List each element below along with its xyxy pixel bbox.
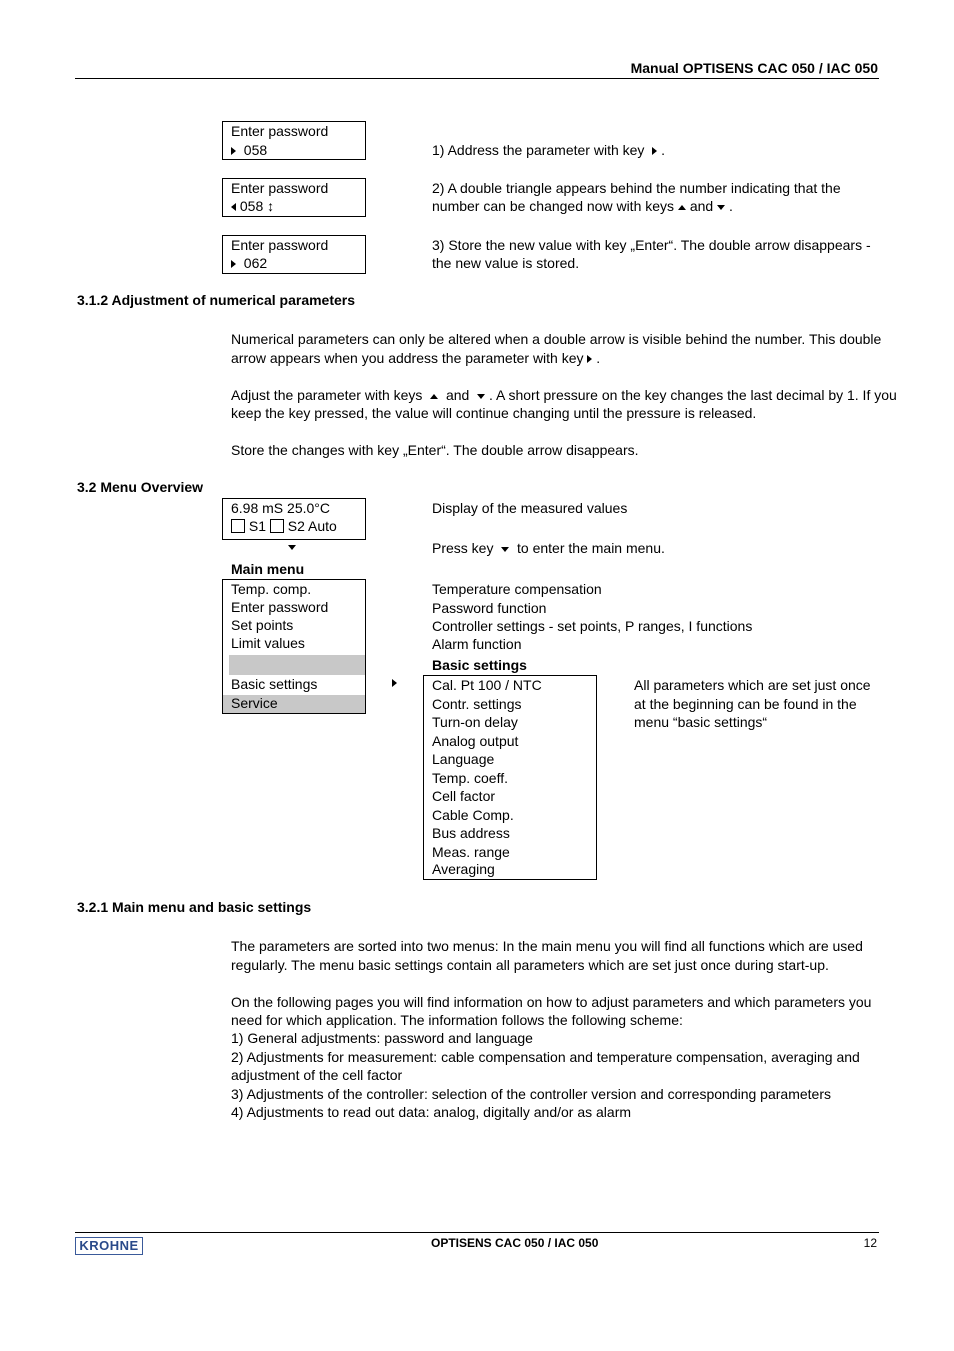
step-1-desc: 1) Address the parameter with key . bbox=[432, 142, 665, 158]
krohne-logo: KROHNE bbox=[75, 1237, 143, 1255]
box-value: 058 ↕ bbox=[239, 198, 275, 214]
password-box-1 bbox=[222, 121, 366, 160]
basic-item: Language bbox=[432, 751, 495, 767]
section-321-heading: 3.2.1 Main menu and basic settings bbox=[77, 899, 312, 915]
basic-item: Cell factor bbox=[432, 788, 496, 804]
s1-label: S1 bbox=[248, 518, 267, 534]
basic-settings-box bbox=[423, 675, 597, 880]
basic-item: Temp. coeff. bbox=[432, 770, 509, 786]
basic-item: Meas. range bbox=[432, 844, 510, 860]
box-value: 062 bbox=[243, 255, 268, 271]
box-label: Enter password bbox=[231, 237, 329, 253]
password-box-2 bbox=[222, 178, 366, 217]
step-3-desc-1: 3) Store the new value with key „Enter“. The double arrow disappears - bbox=[432, 237, 871, 253]
arrow-down-icon bbox=[477, 394, 485, 399]
footer-rule bbox=[75, 1232, 879, 1233]
arrow-right-icon bbox=[231, 147, 236, 155]
s312-p1-line2: arrow appears when you address the parameter with key . bbox=[231, 350, 601, 366]
s312-p2-line1 bbox=[231, 386, 897, 404]
display-status bbox=[231, 518, 337, 534]
arrow-down-icon bbox=[288, 545, 296, 550]
arrow-right-icon bbox=[392, 679, 397, 687]
arrow-up-icon bbox=[430, 394, 438, 399]
basic-note: All parameters which are set just once bbox=[634, 677, 871, 693]
box-value-line bbox=[231, 255, 267, 271]
main-menu-item: Set points bbox=[231, 617, 294, 633]
s321-p2-line: On the following pages you will find information on how to adjust parameters and which parameters you bbox=[231, 994, 872, 1010]
box-label: Enter password bbox=[231, 180, 329, 196]
basic-item: Contr. settings bbox=[432, 696, 522, 712]
step-2-text: number can be changed now with keys bbox=[432, 198, 675, 214]
measurement-display bbox=[222, 498, 366, 540]
footer-title: OPTISENS CAC 050 / IAC 050 bbox=[431, 1236, 599, 1250]
basic-item: Bus address bbox=[432, 825, 510, 841]
press-key-desc bbox=[432, 539, 665, 557]
main-menu-item: Temp. comp. bbox=[231, 581, 312, 597]
checkbox-icon bbox=[270, 519, 284, 533]
and-text: and bbox=[689, 198, 714, 214]
section-312-heading: 3.1.2 Adjustment of numerical parameters bbox=[77, 292, 356, 308]
main-menu-desc: Password function bbox=[432, 600, 547, 616]
s312-p1-line1: Numerical parameters can only be altered when a double arrow is visible behind the number. This double bbox=[231, 331, 882, 347]
s312-p2-text-b: . A short pressure on the key changes the last decimal by 1. If you bbox=[489, 387, 897, 403]
and-text: and bbox=[445, 387, 470, 403]
box-label: Enter password bbox=[231, 123, 329, 139]
press-text-b: to enter the main menu. bbox=[517, 540, 665, 556]
main-menu-box bbox=[222, 579, 366, 714]
display-values: 6.98 mS 25.0°C bbox=[231, 500, 330, 516]
main-menu-item-service-highlight bbox=[223, 695, 365, 713]
display-desc: Display of the measured values bbox=[432, 500, 628, 516]
section-32-heading: 3.2 Menu Overview bbox=[77, 479, 204, 495]
header-title: Manual OPTISENS CAC 050 / IAC 050 bbox=[630, 60, 878, 76]
s312-p2-text-a: Adjust the parameter with keys bbox=[231, 387, 423, 403]
arrow-down-icon bbox=[717, 205, 725, 210]
main-menu-item: Limit values bbox=[231, 635, 305, 651]
arrow-right-icon bbox=[587, 355, 592, 363]
main-menu-desc: Alarm function bbox=[432, 636, 522, 652]
s321-p1-line: regularly. The menu basic settings contain all parameters which are set just once during start-up. bbox=[231, 957, 829, 973]
main-menu-title: Main menu bbox=[231, 561, 305, 577]
press-text-a: Press key bbox=[432, 540, 494, 556]
step-1-text: 1) Address the parameter with key bbox=[432, 142, 645, 158]
basic-item: Cable Comp. bbox=[432, 807, 514, 823]
basic-item: Turn-on delay bbox=[432, 714, 518, 730]
step-2-desc-1: 2) A double triangle appears behind the number indicating that the bbox=[432, 180, 841, 196]
box-value: 058 bbox=[243, 142, 268, 158]
arrow-right-icon bbox=[652, 147, 657, 155]
basic-note: at the beginning can be found in the bbox=[634, 696, 857, 712]
s2-label: S2 Auto bbox=[287, 518, 337, 534]
arrow-down-icon bbox=[501, 547, 509, 552]
basic-item: Analog output bbox=[432, 733, 519, 749]
main-menu-item-basic-settings: Basic settings bbox=[231, 676, 318, 692]
s312-p1-text: arrow appears when you address the parameter with key bbox=[231, 350, 584, 366]
main-menu-desc: Controller settings - set points, P ranges, I functions bbox=[432, 618, 753, 634]
s321-p2-line: need for which application. The information follows the following scheme: bbox=[231, 1012, 683, 1028]
arrow-left-icon bbox=[231, 203, 236, 211]
arrow-right-icon bbox=[231, 260, 236, 268]
box-value-line bbox=[231, 198, 274, 214]
main-menu-spacer bbox=[223, 655, 365, 675]
s312-p3: Store the changes with key „Enter“. The double arrow disappears. bbox=[231, 442, 639, 458]
s321-p2-line: 2) Adjustments for measurement: cable compensation and temperature compensation, averaging and bbox=[231, 1049, 860, 1065]
s321-p2-line: 4) Adjustments to read out data: analog, digitally and/or as alarm bbox=[231, 1104, 632, 1120]
s321-p1-line: The parameters are sorted into two menus: In the main menu you will find all functions which are used bbox=[231, 938, 863, 954]
s312-p2-line2: keep the key pressed, the value will continue changing until the pressure is released. bbox=[231, 405, 757, 421]
page-number: 12 bbox=[863, 1236, 877, 1250]
basic-item: Averaging bbox=[432, 861, 495, 877]
basic-item: Cal. Pt 100 / NTC bbox=[432, 677, 542, 693]
main-menu-item: Enter password bbox=[231, 599, 329, 615]
basic-note: menu “basic settings“ bbox=[634, 714, 768, 730]
basic-settings-title: Basic settings bbox=[432, 657, 527, 673]
password-box-3 bbox=[222, 235, 366, 274]
header-rule bbox=[75, 78, 879, 79]
arrow-up-icon bbox=[678, 205, 686, 210]
checkbox-icon bbox=[231, 519, 245, 533]
main-menu-item-service: Service bbox=[231, 695, 278, 711]
s321-p2-line: 3) Adjustments of the controller: selection of the controller version and corresponding parameters bbox=[231, 1086, 831, 1102]
step-2-desc-2: number can be changed now with keys and . bbox=[432, 198, 733, 214]
main-menu-desc: Temperature compensation bbox=[432, 581, 602, 597]
s321-p2-line: adjustment of the cell factor bbox=[231, 1067, 403, 1083]
s321-p2-line: 1) General adjustments: password and language bbox=[231, 1030, 533, 1046]
box-value-line bbox=[231, 142, 267, 158]
step-3-desc-2: the new value is stored. bbox=[432, 255, 580, 271]
